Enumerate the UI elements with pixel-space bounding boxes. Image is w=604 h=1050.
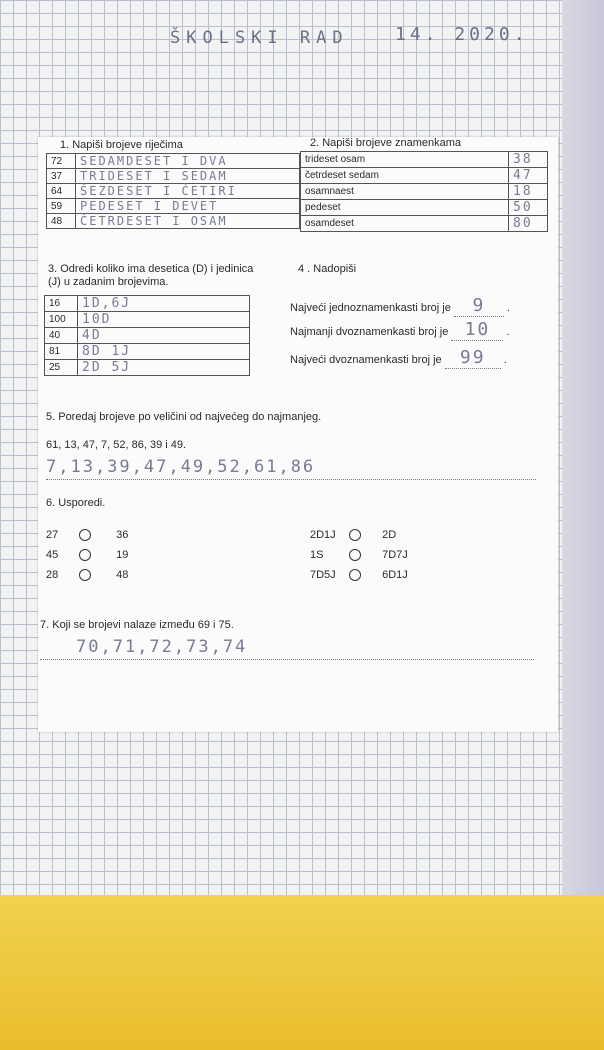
comparison-circle: [349, 549, 361, 561]
comparison-circle: [349, 529, 361, 541]
table-row: trideset osam 38: [301, 152, 548, 168]
table-row: 59 PEDESET I DEVET: [47, 199, 300, 214]
table-row: 25 2D 5J: [45, 360, 250, 376]
task1-title: 1. Napiši brojeve riječima: [60, 139, 183, 151]
comparison-circle: [79, 549, 91, 561]
task7-title: 7. Koji se brojevi nalaze između 69 i 75.: [40, 619, 234, 631]
task2-title: 2. Napiši brojeve znamenkama: [310, 137, 462, 149]
task4-item-3: Najveći dvoznamenkasti broj je 99 .: [290, 347, 507, 368]
compare-row: 28 48: [46, 569, 129, 581]
table-row: 100 10D: [45, 312, 250, 328]
task2-table: [300, 151, 548, 232]
handwritten-date: 14. 2020.: [395, 24, 529, 45]
table-row: osamnaest 18: [301, 184, 548, 200]
table-row: 48 ČETRDESET I OSAM: [47, 214, 300, 229]
table-row: 64 ŠEZDESET I ČETIRI: [47, 184, 300, 199]
comparison-circle: [349, 569, 361, 581]
handwritten-title: ŠKOLSKI RAD: [170, 28, 349, 48]
compare-row: 45 19: [46, 549, 129, 561]
task1-table: [46, 153, 300, 229]
compare-row: 2D1J 2D: [310, 529, 397, 541]
task5-title: 5. Poredaj brojeve po veličini od najvećeg do najmanjeg.: [46, 411, 322, 423]
task5-answer-line: 7,13,39,47,49,52,61,86: [46, 457, 536, 480]
task3-title: 3. Odredi koliko ima desetica (D) i jedinica (J) u zadanim brojevima.: [48, 263, 254, 288]
notebook-page-edge: [562, 0, 604, 895]
task4-title: 4 . Nadopiši: [298, 263, 357, 275]
task4-item-2: Najmanji dvoznamenkasti broj je 10 .: [290, 319, 510, 340]
table-row: četrdeset sedam 47: [301, 168, 548, 184]
table-row: 16 1D,6J: [45, 296, 250, 312]
task4-item-1: Najveći jednoznamenkasti broj je 9 .: [290, 295, 510, 316]
task3-table: [44, 295, 250, 376]
task6-title: 6. Usporedi.: [46, 497, 106, 509]
table-row: osamdeset 80: [301, 216, 548, 232]
compare-row: 27 36: [46, 529, 129, 541]
table-row: 81 8D 1J: [45, 344, 250, 360]
compare-row: 7D5J 6D1J: [310, 569, 408, 581]
comparison-circle: [79, 569, 91, 581]
table-row: 72 SEDAMDESET I DVA: [47, 154, 300, 169]
compare-row: 1S 7D7J: [310, 549, 408, 561]
yellow-desk: [0, 895, 604, 1050]
table-row: 40 4D: [45, 328, 250, 344]
table-row: 37 TRIDESET I SEDAM: [47, 169, 300, 184]
comparison-circle: [79, 529, 91, 541]
task7-answer-line: 70,71,72,73,74: [40, 637, 534, 660]
task5-numbers: 61, 13, 47, 7, 52, 86, 39 i 49.: [46, 439, 187, 451]
table-row: pedeset 50: [301, 200, 548, 216]
worksheet: [38, 137, 558, 732]
